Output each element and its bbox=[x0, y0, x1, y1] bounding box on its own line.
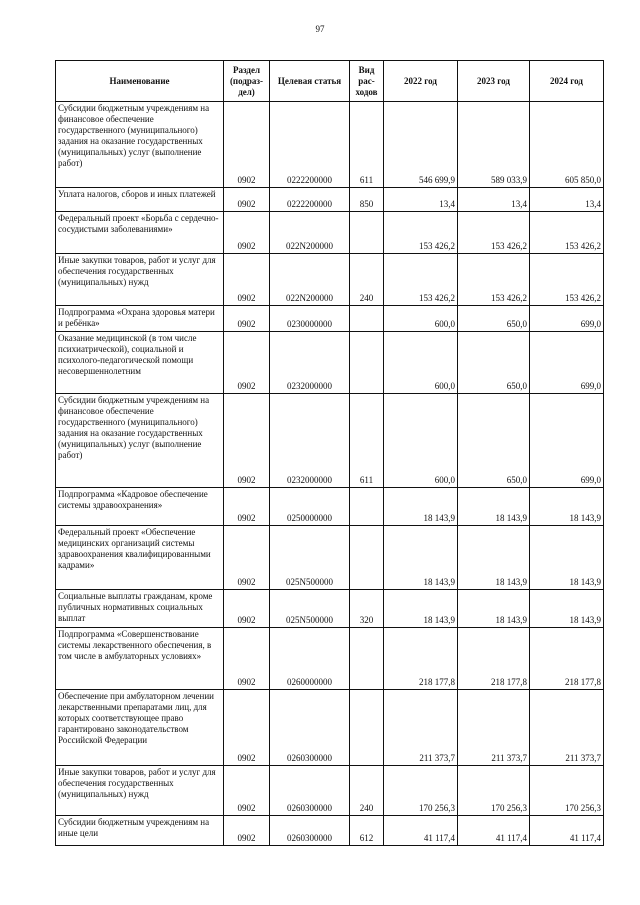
row-2022-cell: 600,0 bbox=[384, 394, 458, 488]
row-target-cell: 0222200000 bbox=[270, 102, 350, 188]
row-2022-cell: 18 143,9 bbox=[384, 526, 458, 590]
header-type: Вид рас-ходов bbox=[350, 61, 384, 102]
row-target-cell: 0260000000 bbox=[270, 628, 350, 690]
row-2022-cell: 153 426,2 bbox=[384, 254, 458, 306]
row-2022-cell: 153 426,2 bbox=[384, 212, 458, 254]
row-section-cell: 0902 bbox=[224, 212, 270, 254]
row-type-cell: 240 bbox=[350, 766, 384, 816]
row-type-cell: 611 bbox=[350, 102, 384, 188]
row-type-cell: 611 bbox=[350, 394, 384, 488]
row-2023-cell: 153 426,2 bbox=[458, 254, 530, 306]
row-type-cell bbox=[350, 628, 384, 690]
row-name-cell: Подпрограмма «Совершенствование системы лекарственного обеспечения, в том числе в амбулаторных условиях» bbox=[56, 628, 224, 690]
table-row bbox=[56, 488, 604, 526]
row-2024-cell: 699,0 bbox=[530, 306, 604, 332]
table-row bbox=[56, 188, 604, 212]
row-target-cell: 025N500000 bbox=[270, 526, 350, 590]
row-target-cell: 022N200000 bbox=[270, 212, 350, 254]
row-target-cell: 0222200000 bbox=[270, 188, 350, 212]
row-name-cell: Уплата налогов, сборов и иных платежей bbox=[56, 188, 224, 212]
row-2022-cell: 18 143,9 bbox=[384, 590, 458, 628]
row-type-cell: 612 bbox=[350, 816, 384, 846]
row-2023-cell: 13,4 bbox=[458, 188, 530, 212]
row-2022-cell: 600,0 bbox=[384, 332, 458, 394]
row-section-cell: 0902 bbox=[224, 628, 270, 690]
row-2024-cell: 170 256,3 bbox=[530, 766, 604, 816]
row-2023-cell: 18 143,9 bbox=[458, 488, 530, 526]
row-target-cell: 0230000000 bbox=[270, 306, 350, 332]
header-name: Наименование bbox=[56, 61, 224, 102]
row-2023-cell: 153 426,2 bbox=[458, 212, 530, 254]
row-2023-cell: 218 177,8 bbox=[458, 628, 530, 690]
row-2024-cell: 153 426,2 bbox=[530, 254, 604, 306]
row-2024-cell: 153 426,2 bbox=[530, 212, 604, 254]
row-section-cell: 0902 bbox=[224, 590, 270, 628]
table-row bbox=[56, 816, 604, 846]
row-2024-cell: 18 143,9 bbox=[530, 488, 604, 526]
header-2024: 2024 год bbox=[530, 61, 604, 102]
row-name-cell: Федеральный проект «Борьба с сердечно-сосудистыми заболеваниями» bbox=[56, 212, 224, 254]
row-target-cell: 0260300000 bbox=[270, 816, 350, 846]
row-name-cell: Обеспечение при амбулаторном лечении лекарственными препаратами лиц, для которых соответствующее право гарантировано законодательством Российской Федерации bbox=[56, 690, 224, 766]
row-2022-cell: 13,4 bbox=[384, 188, 458, 212]
table-row bbox=[56, 102, 604, 188]
row-section-cell: 0902 bbox=[224, 188, 270, 212]
row-2022-cell: 18 143,9 bbox=[384, 488, 458, 526]
table-row bbox=[56, 590, 604, 628]
row-section-cell: 0902 bbox=[224, 254, 270, 306]
row-2023-cell: 650,0 bbox=[458, 332, 530, 394]
row-2024-cell: 699,0 bbox=[530, 332, 604, 394]
row-2024-cell: 605 850,0 bbox=[530, 102, 604, 188]
row-target-cell: 0232000000 bbox=[270, 332, 350, 394]
row-target-cell: 025N500000 bbox=[270, 590, 350, 628]
row-type-cell bbox=[350, 488, 384, 526]
budget-table bbox=[55, 60, 604, 846]
row-2024-cell: 18 143,9 bbox=[530, 526, 604, 590]
row-2023-cell: 170 256,3 bbox=[458, 766, 530, 816]
row-section-cell: 0902 bbox=[224, 306, 270, 332]
header-row bbox=[56, 61, 604, 102]
row-2023-cell: 650,0 bbox=[458, 394, 530, 488]
table-row bbox=[56, 394, 604, 488]
row-2023-cell: 650,0 bbox=[458, 306, 530, 332]
row-2022-cell: 170 256,3 bbox=[384, 766, 458, 816]
row-2023-cell: 211 373,7 bbox=[458, 690, 530, 766]
table-row bbox=[56, 628, 604, 690]
row-type-cell: 850 bbox=[350, 188, 384, 212]
row-name-cell: Иные закупки товаров, работ и услуг для обеспечения государственных (муниципальных) нужд bbox=[56, 254, 224, 306]
row-section-cell: 0902 bbox=[224, 332, 270, 394]
row-2024-cell: 13,4 bbox=[530, 188, 604, 212]
row-target-cell: 0260300000 bbox=[270, 766, 350, 816]
row-name-cell: Иные закупки товаров, работ и услуг для обеспечения государственных (муниципальных) нужд bbox=[56, 766, 224, 816]
row-name-cell: Подпрограмма «Охрана здоровья матери и ребёнка» bbox=[56, 306, 224, 332]
row-name-cell: Подпрограмма «Кадровое обеспечение системы здравоохранения» bbox=[56, 488, 224, 526]
row-2022-cell: 600,0 bbox=[384, 306, 458, 332]
header-section: Раздел (подраз-дел) bbox=[224, 61, 270, 102]
row-2024-cell: 18 143,9 bbox=[530, 590, 604, 628]
row-type-cell bbox=[350, 332, 384, 394]
row-section-cell: 0902 bbox=[224, 102, 270, 188]
table-row bbox=[56, 254, 604, 306]
row-target-cell: 0250000000 bbox=[270, 488, 350, 526]
row-name-cell: Оказание медицинской (в том числе психиатрической), социальной и психолого-педагогической помощи несовершеннолетним bbox=[56, 332, 224, 394]
table-row bbox=[56, 212, 604, 254]
row-name-cell: Социальные выплаты гражданам, кроме публичных нормативных социальных выплат bbox=[56, 590, 224, 628]
header-2022: 2022 год bbox=[384, 61, 458, 102]
row-target-cell: 022N200000 bbox=[270, 254, 350, 306]
page-number: 97 bbox=[315, 24, 325, 34]
table-row bbox=[56, 306, 604, 332]
row-2022-cell: 41 117,4 bbox=[384, 816, 458, 846]
row-2024-cell: 211 373,7 bbox=[530, 690, 604, 766]
row-type-cell: 240 bbox=[350, 254, 384, 306]
header-target: Целевая статья bbox=[270, 61, 350, 102]
table-row bbox=[56, 690, 604, 766]
row-name-cell: Федеральный проект «Обеспечение медицинских организаций системы здравоохранения квалифицированными кадрами» bbox=[56, 526, 224, 590]
row-section-cell: 0902 bbox=[224, 526, 270, 590]
row-2022-cell: 218 177,8 bbox=[384, 628, 458, 690]
row-section-cell: 0902 bbox=[224, 816, 270, 846]
row-2023-cell: 18 143,9 bbox=[458, 590, 530, 628]
table-body bbox=[56, 102, 604, 846]
table-row bbox=[56, 526, 604, 590]
row-type-cell bbox=[350, 306, 384, 332]
row-section-cell: 0902 bbox=[224, 488, 270, 526]
row-name-cell: Субсидии бюджетным учреждениям на финансовое обеспечение государственного (муниципального) задания на оказание государственных (муниципальных) услуг (выполнение работ) bbox=[56, 394, 224, 488]
row-2024-cell: 699,0 bbox=[530, 394, 604, 488]
header-2023: 2023 год bbox=[458, 61, 530, 102]
row-2022-cell: 211 373,7 bbox=[384, 690, 458, 766]
row-target-cell: 0232000000 bbox=[270, 394, 350, 488]
row-2024-cell: 218 177,8 bbox=[530, 628, 604, 690]
row-type-cell bbox=[350, 690, 384, 766]
row-section-cell: 0902 bbox=[224, 766, 270, 816]
row-type-cell: 320 bbox=[350, 590, 384, 628]
row-type-cell bbox=[350, 526, 384, 590]
row-target-cell: 0260300000 bbox=[270, 690, 350, 766]
row-2024-cell: 41 117,4 bbox=[530, 816, 604, 846]
row-name-cell: Субсидии бюджетным учреждениям на иные цели bbox=[56, 816, 224, 846]
row-section-cell: 0902 bbox=[224, 394, 270, 488]
table-row bbox=[56, 332, 604, 394]
row-2023-cell: 18 143,9 bbox=[458, 526, 530, 590]
table-row bbox=[56, 766, 604, 816]
row-name-cell: Субсидии бюджетным учреждениям на финансовое обеспечение государственного (муниципального) задания на оказание государственных (муниципальных) услуг (выполнение работ) bbox=[56, 102, 224, 188]
row-section-cell: 0902 bbox=[224, 690, 270, 766]
row-2023-cell: 41 117,4 bbox=[458, 816, 530, 846]
row-2023-cell: 589 033,9 bbox=[458, 102, 530, 188]
row-type-cell bbox=[350, 212, 384, 254]
row-2022-cell: 546 699,9 bbox=[384, 102, 458, 188]
